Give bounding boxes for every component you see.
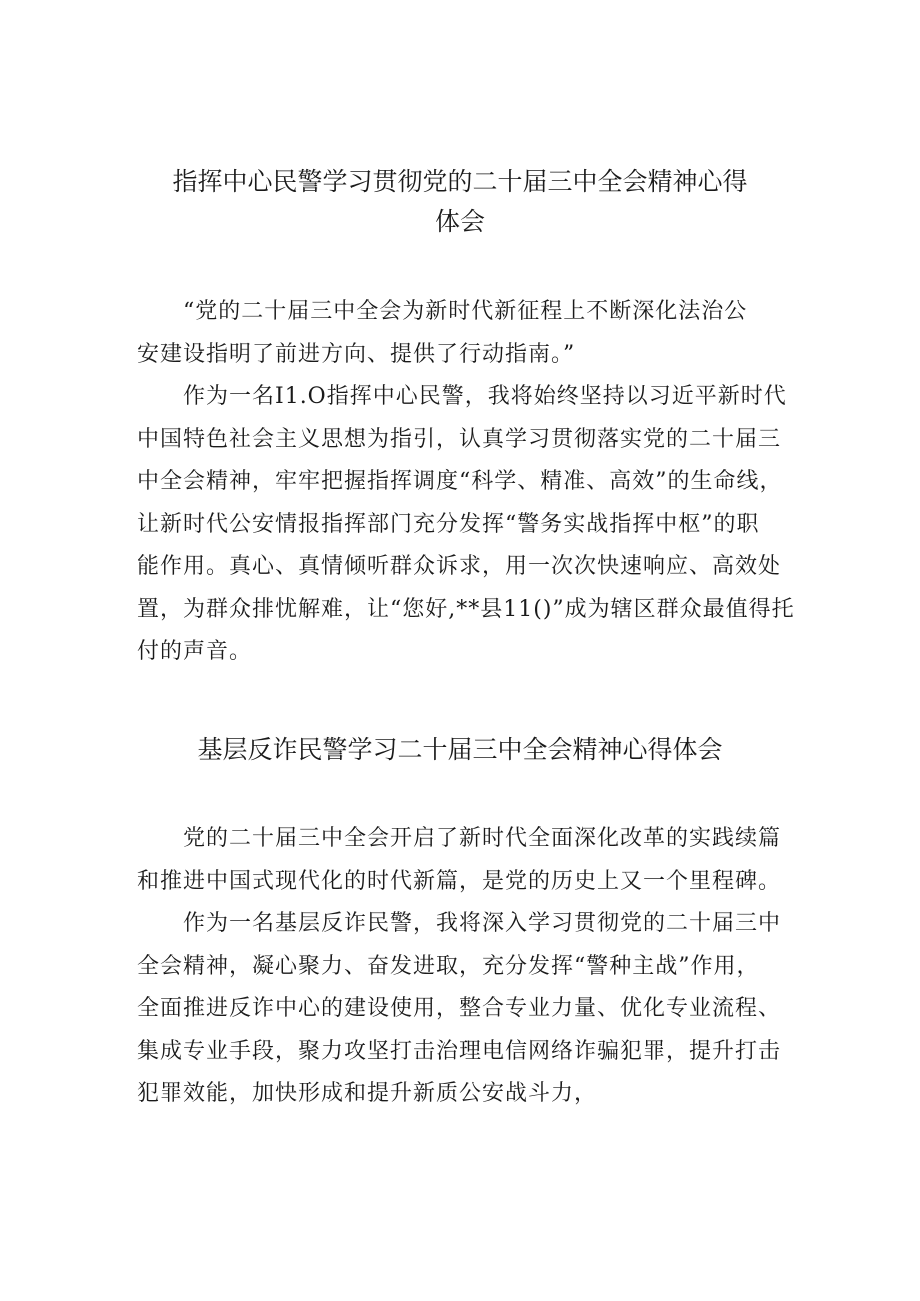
text-line: 让新时代公安情报指挥部门充分发挥“警务实战指挥中枢”的职 [137,511,760,537]
title-line: 基层反诈民警学习二十届三中全会精神心得体会 [197,735,723,764]
text-line: 能作用。真心、真情倾听群众诉求，用一次次快速响应、高效处 [137,554,782,579]
text-line: 党的二十届三中全会开启了新时代全面深化改革的实践续篇 [137,826,782,851]
text-line: 全面推进反诈中心的建设使用，整合专业力量、优化专业流程、 [137,996,782,1021]
text-line: 和推进中国式现代化的时代新篇，是党的历史上又一个里程碑。 [137,868,782,894]
text-line: 安建设指明了前进方向、提供了行动指南。” [137,341,576,367]
section-1-paragraph-2 [137,376,797,674]
text-line: 集成专业手段，聚力攻坚打击治理电信网络诈骗犯罪，提升打击 [137,1038,782,1064]
text-line: 置，为群众排忧解难，让“您好,**县11()”成为辖区群众最值得托 [137,596,795,622]
section-2-paragraph-2 [137,903,797,1116]
section-2-title [0,730,920,770]
text-line: 作为一名基层反诈民警，我将深入学习贯彻党的二十届三中 [137,911,782,936]
text-line: 付的声音。 [137,639,253,664]
title-line: 指挥中心民警学习贯彻党的二十届三中全会精神心得 [172,167,748,196]
text-line: 犯罪效能，加快形成和提升新质公安战斗力， [137,1081,598,1106]
text-line: 全会精神，凝心聚力、奋发进取，充分发挥“警种主战”作用， [137,953,760,979]
section-1-paragraph-1 [137,291,797,376]
text-line: 作为一名I1.O指挥中心民警，我将始终坚持以习近平新时代 [137,384,787,409]
text-line: 中全会精神，牢牢把握指挥调度“科学、精准、高效”的生命线， [137,469,783,494]
title-line: 体会 [434,207,485,236]
text-line: “党的二十届三中全会为新时代新征程上不断深化法治公 [137,299,748,324]
text-line: 中国特色社会主义思想为指引，认真学习贯彻落实党的二十届三 [137,426,782,452]
section-1-title [0,162,920,242]
section-2-paragraph-1 [137,818,797,903]
